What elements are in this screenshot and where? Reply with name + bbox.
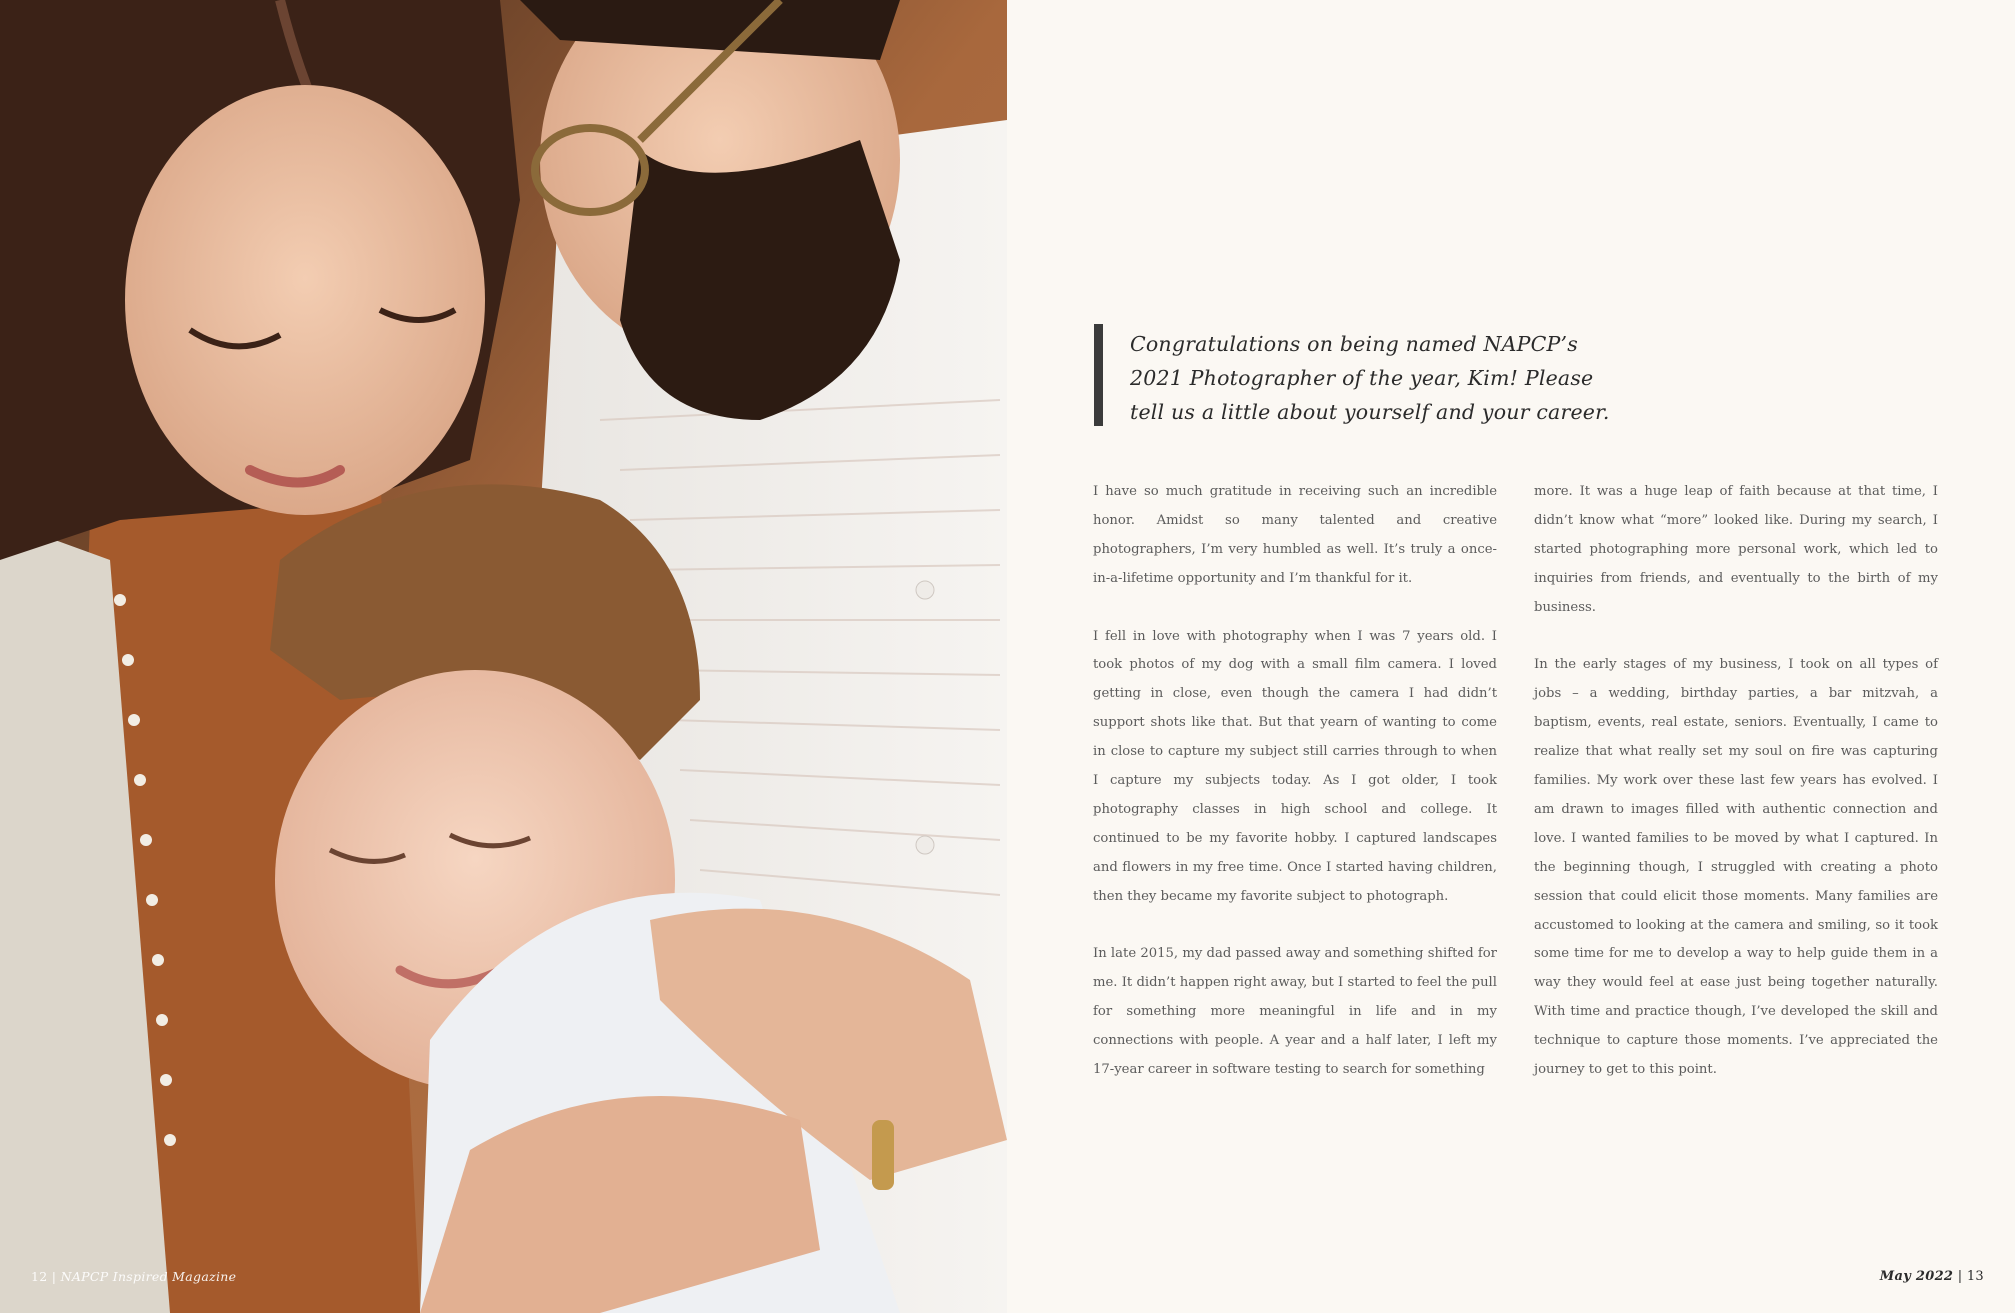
issue-date: May 2022 bbox=[1879, 1269, 1954, 1284]
right-page-number: 13 bbox=[1966, 1269, 1984, 1284]
paragraph: more. It was a huge leap of faith because at that time, I didn’t know what “more” looked like. During my search, I started photographing more personal work, which led to inquiries from friends, and eventually to the birth of my business. bbox=[1534, 484, 1938, 615]
paragraph: In the early stages of my business, I took on all types of jobs – a wedding, birthday parties, a bar mitzvah, a baptism, events, real estate, seniors. Eventually, I came to realize that what really set my soul on fire was capturing families. My work over these last few years has evolved. I am drawn to images filled with authentic connection and love. I wanted families to be moved by what I captured. In the beginning though, I struggled with creating a photo session that could elicit those moments. Many families are accustomed to looking at the camera and smiling, so it took some time for me to develop a way to help guide them in a way they would feel at ease just being together naturally. With time and practice though, I’ve developed the skill and technique to capture those moments. I’ve appreciated the journey to get to this point. bbox=[1534, 657, 1938, 1078]
footer-separator: | bbox=[1957, 1269, 1963, 1284]
paragraph: I fell in love with photography when I was 7 years old. I took photos of my dog with a small film camera. I loved getting in close, even though the camera I had didn’t support shots like that. But that yearn of wanting to come in close to capture my subject still carries through to when I capture my subjects today. As I got older, I took photography classes in high school and college. It continued to be my favorite hobby. I captured landscapes and flowers in my free time. Once I started having children, then they became my favorite subject to photograph. bbox=[1093, 628, 1497, 904]
footer-separator: | bbox=[51, 1269, 57, 1284]
right-page-footer bbox=[1880, 1269, 1984, 1284]
paragraph: I have so much gratitude in receiving such an incredible honor. Amidst so many talented and creative photographers, I’m very humbled as well. It’s truly a once-in-a-lifetime opportunity and I’m thankful for it. bbox=[1093, 484, 1497, 586]
magazine-name: NAPCP Inspired Magazine bbox=[60, 1269, 237, 1284]
article-column-2 bbox=[1534, 478, 1938, 1114]
family-embrace-photo bbox=[0, 0, 1007, 1313]
interview-question-block bbox=[1094, 324, 1614, 426]
left-page-number: 12 bbox=[31, 1269, 48, 1284]
left-page-footer bbox=[31, 1269, 236, 1284]
article-column-1 bbox=[1093, 478, 1497, 1114]
interview-question: Congratulations on being named NAPCP’s 2021 Photographer of the year, Kim! Please tell us a little about yourself and your career. bbox=[1130, 332, 1610, 424]
left-page bbox=[0, 0, 1007, 1313]
paragraph: In late 2015, my dad passed away and something shifted for me. It didn’t happen right away, but I started to feel the pull for something more meaningful in life and in my connections with people. A year and a half later, I left my 17-year career in software testing to search for something bbox=[1093, 946, 1497, 1078]
right-page bbox=[1007, 0, 2015, 1313]
